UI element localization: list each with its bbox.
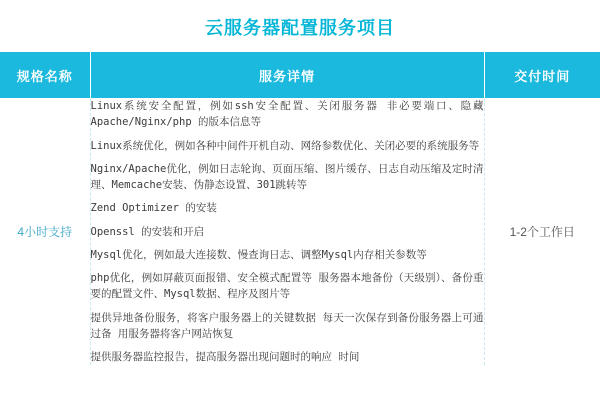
column-header-spec: 规格名称 — [0, 52, 90, 98]
column-header-time: 交付时间 — [484, 52, 600, 98]
list-item: Openssl 的安装和开启 — [90, 225, 205, 238]
table-header-row — [0, 52, 600, 98]
list-item: Linux系统优化，例如各种中间件开机自动、网络参数优化、关闭必要的系统服务等 — [90, 139, 480, 152]
cell-delivery-time: 1-2个工作日 — [509, 225, 575, 240]
list-item: php优化，例如屏蔽页面报错、安全模式配置等 服务器本地备份（天级别）、备份重要的配置文件、Mysql数据、程序及图片等 — [90, 272, 484, 301]
list-item: 提供服务器监控报告，提高服务器出现问题时的响应 时间 — [90, 351, 360, 364]
cell-spec-name: 4小时支持 — [0, 98, 90, 365]
list-item: Mysql优化，例如最大连接数、慢查询日志、调整Mysql内存相关参数等 — [90, 248, 427, 261]
table-row — [0, 98, 600, 365]
service-detail-list — [91, 98, 484, 365]
service-table — [0, 52, 600, 365]
list-item: Linux系统安全配置，例如ssh安全配置、关闭服务器 非必要端口、隐藏Apache/Nginx/php 的版本信息等 — [90, 100, 484, 129]
list-item: Zend Optimizer 的安装 — [90, 202, 217, 215]
list-item: 提供异地备份服务，将客户服务器上的关键数据 每天一次保存到备份服务器上可通过备 用服务器将客户网站恢复 — [90, 311, 484, 340]
page-title: 云服务器配置服务项目 — [205, 18, 395, 38]
list-item: Nginx/Apache优化，例如日志轮询、页面压缩、图片缓存、日志自动压缩及定时清理、Memcache安装、伪静态设置、301跳转等 — [90, 162, 484, 192]
cell-service-details — [90, 98, 484, 365]
column-header-detail: 服务详情 — [90, 52, 484, 98]
